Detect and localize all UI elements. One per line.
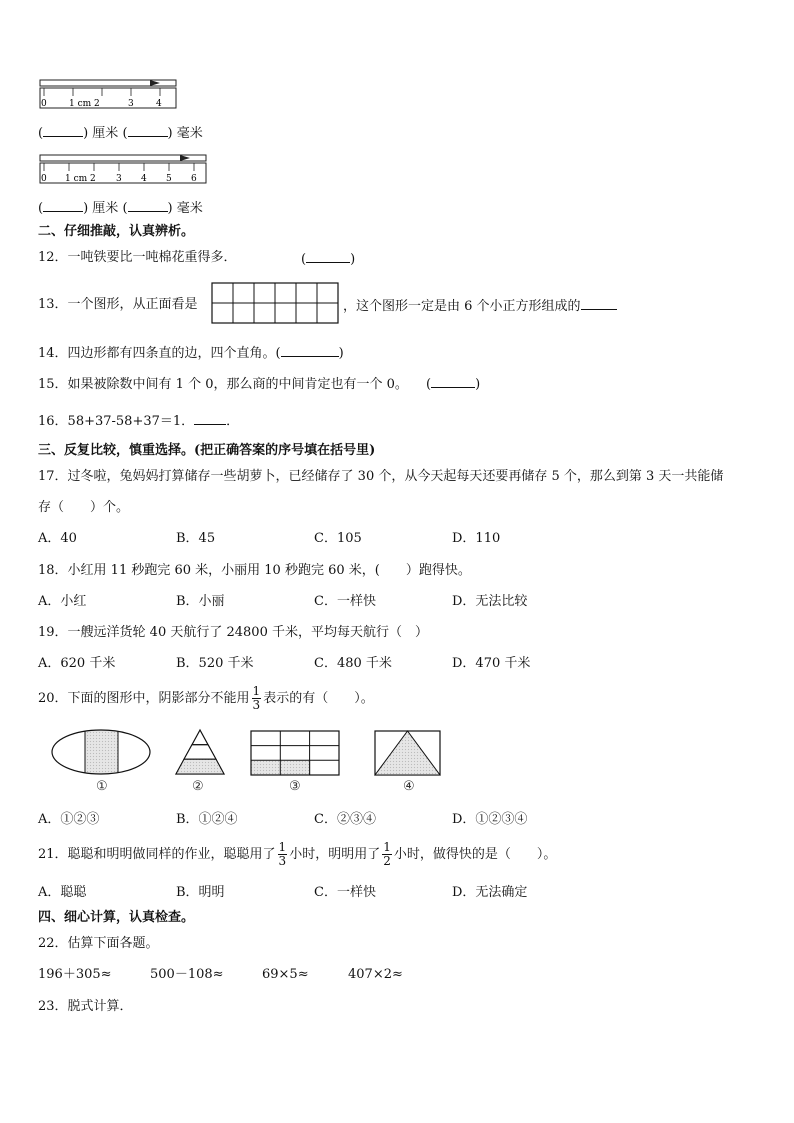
q21-fraction-2: $\frac{1}{2}$ xyxy=(383,840,391,868)
q20-figure-label-4: ④ xyxy=(403,779,415,794)
q14-answer-blank[interactable] xyxy=(281,343,339,357)
q20-fraction: $\frac{1}{3}$ xyxy=(252,684,261,712)
section-2-heading: 二、仔细推敲，认真辨析。 xyxy=(38,224,195,239)
q17-option-a[interactable]: A．40 xyxy=(38,531,77,546)
q19-option-b[interactable]: B．520 千米 xyxy=(176,656,254,671)
question-14: 14．四边形都有四条直的边，四个直角。( ) xyxy=(38,343,344,363)
ruler-1-tick-1: 1 cm 2 xyxy=(69,99,100,109)
q20-option-d[interactable]: D．①②③④ xyxy=(452,812,528,827)
ruler-2-tick-0: 0 xyxy=(41,174,47,184)
ruler-1-cm-blank[interactable] xyxy=(43,123,83,137)
q12-answer-blank[interactable] xyxy=(306,249,350,263)
q21-option-c[interactable]: C．一样快 xyxy=(314,885,376,900)
q19-option-a[interactable]: A．620 千米 xyxy=(38,656,116,671)
q20-option-a[interactable]: A．①②③ xyxy=(38,812,100,827)
q22-item-4[interactable]: 407×2≈ xyxy=(348,967,403,982)
q22-item-2[interactable]: 500－108≈ xyxy=(150,967,224,982)
ruler-2-figure xyxy=(38,153,210,185)
ruler-2-tick-5: 6 xyxy=(191,174,197,184)
q13-answer-blank[interactable] xyxy=(581,296,617,310)
q20-figure-label-2: ② xyxy=(192,779,204,794)
question-23: 23．脱式计算． xyxy=(38,999,133,1014)
q20-figure-1-ellipse xyxy=(50,728,154,778)
q21-option-d[interactable]: D．无法确定 xyxy=(452,885,528,900)
question-12: 12．一吨铁要比一吨棉花重得多． ( ) xyxy=(38,250,356,267)
q22-item-3[interactable]: 69×5≈ xyxy=(262,967,309,982)
q18-option-d[interactable]: D．无法比较 xyxy=(452,594,528,609)
question-15: 15．如果被除数中间有 1 个 0，那么商的中间肯定也有一个 0。 ( ) xyxy=(38,374,480,394)
question-20: 20．下面的图形中，阴影部分不能用 $\frac{1}{3}$ 表示的有（ ）。 xyxy=(38,684,374,712)
ruler-1-figure xyxy=(38,78,180,112)
ruler-2-cm-blank[interactable] xyxy=(43,198,83,212)
ruler-2-tick-3: 4 xyxy=(141,174,147,184)
question-19: 19．一艘远洋货轮 40 天航行了 24800 千米，平均每天航行（ ） xyxy=(38,625,428,640)
q19-option-d[interactable]: D．470 千米 xyxy=(452,656,531,671)
q18-option-a[interactable]: A．小红 xyxy=(38,594,87,609)
question-22: 22．估算下面各题。 xyxy=(38,936,159,951)
q20-option-c[interactable]: C．②③④ xyxy=(314,812,376,827)
ruler-2-tick-1: 1 cm 2 xyxy=(65,174,96,184)
q21-fraction-1: $\frac{1}{3}$ xyxy=(278,840,287,868)
ruler-1-tick-2: 3 xyxy=(128,99,134,109)
ruler-2-mm-blank[interactable] xyxy=(128,198,168,212)
ruler-1-answer: ( ) 厘米 ( ) 毫米 xyxy=(38,123,203,143)
q13-front-view-figure xyxy=(211,282,341,326)
question-13: 13．一个图形，从正面看是 xyxy=(38,297,198,312)
question-18: 18．小红用 11 秒跑完 60 米，小丽用 10 秒跑完 60 米，( ）跑得快。 xyxy=(38,563,471,578)
q21-option-a[interactable]: A．聪聪 xyxy=(38,885,87,900)
q18-option-b[interactable]: B．小丽 xyxy=(176,594,225,609)
question-21: 21．聪聪和明明做同样的作业，聪聪用了 $\frac{1}{3}$ 小时，明明用了 $\frac{1}{2}$ 小时，做得快的是（ ）。 xyxy=(38,840,557,868)
q15-answer-blank[interactable] xyxy=(431,374,475,388)
section-3-heading: 三、反复比较，慎重选择。(把正确答案的序号填在括号里) xyxy=(38,443,376,458)
q20-figure-2-triangle xyxy=(174,728,226,778)
question-17-line-2: 存（ ）个。 xyxy=(38,500,130,515)
question-16: 16．58+37-58+37＝1． ． xyxy=(38,411,239,431)
q17-option-d[interactable]: D．110 xyxy=(452,531,501,546)
q22-item-1[interactable]: 196＋305≈ xyxy=(38,967,112,982)
q17-option-c[interactable]: C．105 xyxy=(314,531,362,546)
q20-figure-3-grid xyxy=(250,730,342,776)
q18-option-c[interactable]: C．一样快 xyxy=(314,594,376,609)
q20-option-b[interactable]: B．①②④ xyxy=(176,812,238,827)
q21-option-b[interactable]: B．明明 xyxy=(176,885,225,900)
q20-figure-4-square xyxy=(374,730,442,776)
q20-figure-label-1: ① xyxy=(96,779,108,794)
ruler-1-tick-0: 0 xyxy=(41,99,47,109)
ruler-1-mm-blank[interactable] xyxy=(128,123,168,137)
ruler-1-tick-3: 4 xyxy=(156,99,162,109)
question-17-line-1: 17．过冬啦，兔妈妈打算储存一些胡萝卜，已经储存了 30 个，从今天起每天还要再储存 5 个，那么到第 3 天一共能储 xyxy=(38,469,724,484)
q20-figure-label-3: ③ xyxy=(289,779,301,794)
q16-answer-blank[interactable] xyxy=(194,411,226,425)
ruler-2-tick-4: 5 xyxy=(166,174,172,184)
q17-option-b[interactable]: B．45 xyxy=(176,531,216,546)
ruler-2-answer: ( ) 厘米 ( ) 毫米 xyxy=(38,198,203,218)
section-4-heading: 四、细心计算，认真检查。 xyxy=(38,910,195,925)
ruler-2-tick-2: 3 xyxy=(116,174,122,184)
q13-continued: ，这个图形一定是由 6 个小正方形组成的 xyxy=(343,296,617,316)
q19-option-c[interactable]: C．480 千米 xyxy=(314,656,392,671)
